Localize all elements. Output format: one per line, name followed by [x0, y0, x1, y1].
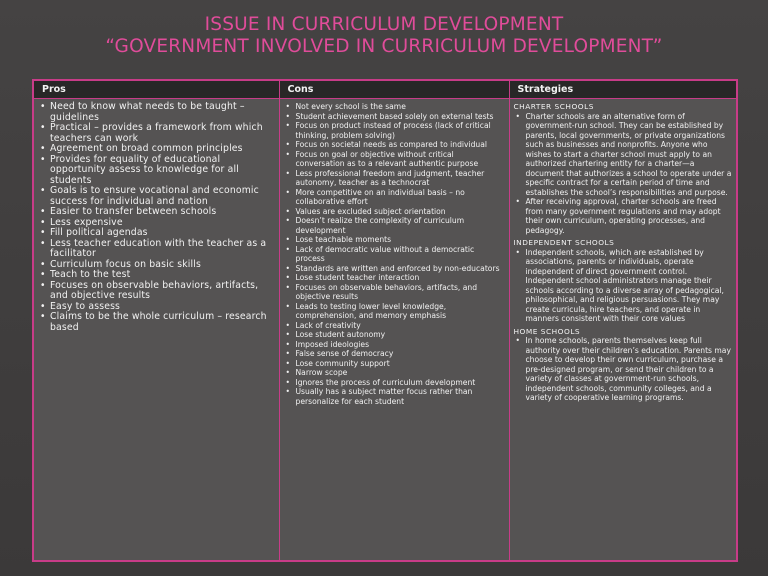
cons-item: • Usually has a subject matter focus rather than personalize for each student [284, 387, 505, 406]
cons-item: • More competitive on an individual basis – no collaborative effort [284, 188, 505, 207]
cons-item: • Leads to testing lower level knowledge, comprehension, and memory emphasis [284, 302, 505, 321]
pros-list [38, 102, 275, 333]
pros-item: • Easier to transfer between schools [38, 207, 275, 218]
cons-item: • Not every school is the same [284, 102, 505, 112]
pros-item: • Claims to be the whole curriculum – research based [38, 312, 275, 333]
cons-item: • Lose community support [284, 359, 505, 369]
pros-item: • Agreement on broad common principles [38, 144, 275, 155]
pros-item: • Curriculum focus on basic skills [38, 260, 275, 271]
cons-item: • Lose student teacher interaction [284, 273, 505, 283]
cons-item: • False sense of democracy [284, 349, 505, 359]
strategy-heading: CHARTER SCHOOLS [513, 102, 594, 111]
cons-item: • Values are excluded subject orientation [284, 207, 505, 217]
strategy-list [514, 248, 733, 324]
cons-item: • Imposed ideologies [284, 340, 505, 350]
cons-list [284, 102, 505, 406]
pros-item: • Need to know what needs to be taught – guidelines [38, 102, 275, 123]
cons-item: • Focus on societal needs as compared to individual [284, 140, 505, 150]
cons-item: • Focus on goal or objective without critical conversation as to a relevant authentic purpose [284, 150, 505, 169]
pros-item: • Provides for equality of educational opportunity assess to knowledge for all students [38, 155, 275, 187]
cons-item: • Standards are written and enforced by non-educators [284, 264, 505, 274]
cons-item: • Doesn’t realize the complexity of curriculum development [284, 216, 505, 235]
strategy-heading: INDEPENDENT SCHOOLS [513, 238, 615, 247]
cons-item: • Lose teachable moments [284, 235, 505, 245]
pros-item: • Less teacher education with the teacher as a facilitator [38, 239, 275, 260]
pros-item: • Less expensive [38, 218, 275, 229]
cons-item: • Less professional freedom and judgment, teacher autonomy, teacher as a technocrat [284, 169, 505, 188]
pros-item: • Goals is to ensure vocational and economic success for individual and nation [38, 186, 275, 207]
cons-item: • Focuses on observable behaviors, artifacts, and objective results [284, 283, 505, 302]
strategy-list [514, 336, 733, 403]
strategy-item: • In home schools, parents themselves keep full authority over their children’s education. Parents may choose to develop their own curriculum, purchase a pre-designed program, or send their children to a variety of classes at government-run schools, independent schools, community colleges, and a variety of cooperative learning programs. [514, 336, 733, 403]
pros-item: • Teach to the test [38, 270, 275, 281]
cons-item: • Ignores the process of curriculum development [284, 378, 505, 388]
header-pros: Pros [33, 80, 279, 99]
cons-item: • Student achievement based solely on external tests [284, 112, 505, 122]
strategy-item: • After receiving approval, charter schools are freed from many government regulations and may adopt their own curriculum, operating processes, and pedagogy. [514, 197, 733, 235]
header-cons: Cons [279, 80, 509, 99]
strategy-item: • Independent schools, which are established by associations, parents or individuals, operate independent of direct government control. Independent school administrators manage their schools according to a diverse array of pedagogical, philosophical, and religious persuasions. They may create curricula, hire teachers, and operate in manners consistent with their core values [514, 248, 733, 324]
title-line-1: ISSUE IN CURRICULUM DEVELOPMENT [204, 14, 564, 35]
header-strategies: Strategies [509, 80, 737, 99]
strategy-list [514, 112, 733, 236]
comparison-table [32, 79, 738, 562]
cons-item: • Lack of creativity [284, 321, 505, 331]
cons-item: • Narrow scope [284, 368, 505, 378]
slide-title [0, 14, 768, 58]
cons-item: • Focus on product instead of process (lack of critical thinking, problem solving) [284, 121, 505, 140]
strategy-item: • Charter schools are an alternative form of government-run school. They can be established by parents, local governments, or private organizations such as businesses and nonprofits. Anyone who wishes to start a charter school must apply to an authorized chartering entity for a charter—a document that authorizes a school to operate under a specific contract for a certain period of time and establishes the school’s responsibilities and purpose. [514, 112, 733, 198]
strategies-cell [509, 99, 737, 561]
cons-cell [279, 99, 509, 561]
pros-item: • Practical – provides a framework from which teachers can work [38, 123, 275, 144]
header-row [33, 80, 737, 99]
pros-item: • Focuses on observable behaviors, artifacts, and objective results [38, 281, 275, 302]
pros-item: • Fill political agendas [38, 228, 275, 239]
pros-item: • Easy to assess [38, 302, 275, 313]
title-line-2: “GOVERNMENT INVOLVED IN CURRICULUM DEVELOPMENT” [105, 36, 663, 57]
cons-item: • Lose student autonomy [284, 330, 505, 340]
pros-cell [33, 99, 279, 561]
body-row [33, 99, 737, 561]
strategy-heading: HOME SCHOOLS [513, 326, 581, 336]
cons-item: • Lack of democratic value without a democratic process [284, 245, 505, 264]
